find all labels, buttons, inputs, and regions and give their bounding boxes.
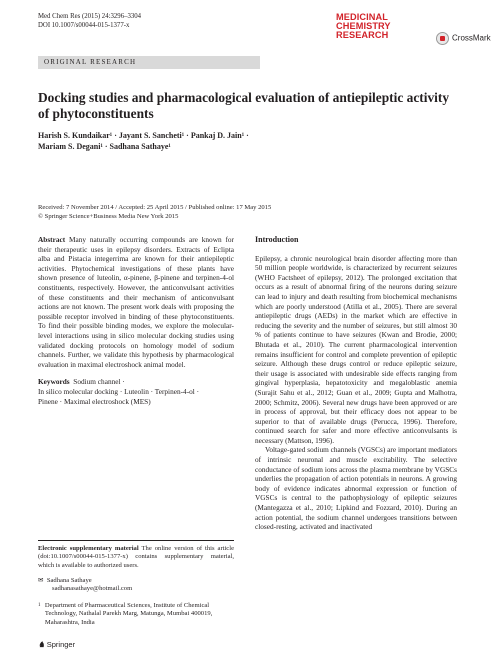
keywords-block [38, 377, 234, 406]
esm-text: The online version of this article (doi:10.1007/s00044-015-1377-x) contains supplementary material, which is available to authorized users. [38, 545, 234, 569]
author-line: Harish S. Kundaikar¹ · Jayant S. Sancheti¹ · Pankaj D. Jain¹ · [38, 131, 249, 140]
abstract-section [38, 235, 234, 406]
introduction-heading: Introduction [255, 235, 299, 244]
journal-citation: Med Chem Res (2015) 24:3296–3304 [38, 13, 142, 20]
correspondence [38, 577, 234, 594]
section-label: ORIGINAL RESEARCH [44, 58, 137, 66]
keywords-line: Pinene · Maximal electroshock (MES) [38, 396, 151, 406]
introduction-section [255, 235, 457, 532]
copyright-line: © Springer Science+Business Media New York 2015 [38, 212, 179, 220]
abstract-text: Many naturally occurring compounds are known for their therapeutic uses in epilepsy disorders. Extracts of Eclipta alba and Pistacia integerrima are known for their antiepileptic activities. Phytochemical investigations of these plants have shown presence of luteolin, α-pinene, β-pinene and terpinen-4-ol constituents, respectively. However, the anticonvulsant activities of these constituents and their mechanism of anticonvulsant actions are not known. The present work deals with proposing the possible receptor involved in binding of these phytoconstituents. To find their possible binding modes, we explore the molecular-level interactions using in silico molecular docking studies using validated docking protocols on homology model of sodium channels. Further, we validate this hypothesis by pharmacological evaluation in maximal electroshock animal model. [38, 235, 234, 369]
crossmark-badge[interactable] [436, 32, 491, 45]
crossmark-label: CrossMark [452, 33, 491, 43]
author-line: Mariam S. Degani¹ · Sadhana Sathaye¹ [38, 142, 171, 151]
affiliation-number: 1 [38, 603, 41, 608]
affiliation [38, 602, 234, 627]
envelope-icon: ✉ [38, 577, 44, 584]
footnote-divider [38, 540, 234, 541]
section-bar [38, 56, 260, 69]
esm-label: Electronic supplementary material [38, 545, 139, 552]
journal-logo [336, 13, 432, 40]
keywords-line: In silico molecular docking · Luteolin · Terpinen-4-ol · [38, 386, 200, 396]
springer-horse-icon: ♞ [38, 640, 45, 649]
springer-wordmark: Springer [46, 640, 76, 649]
keywords-label: Keywords [38, 377, 70, 387]
author-email[interactable]: sadhanasathaye@hotmail.com [52, 585, 133, 593]
dates-line: Received: 7 November 2014 / Accepted: 25 April 2015 / Published online: 17 May 2015 [38, 204, 272, 211]
doi-line: DOI 10.1007/s00044-015-1377-x [38, 22, 130, 29]
intro-paragraph: Epilepsy, a chronic neurological brain disorder affecting more than 50 million people worldwide, is characterized by recurrent seizures (WHO Factsheet of epilepsy, 2012). The prolonged excitation that occurs as a result of abnormal firing of the neurons during seizure can lead to injury and death resulting from biochemical mechanisms which are poorly understood (Atilla et al., 2005). There are several antiepileptic drugs (AEDs) in the market which are effective in reducing the severity and the number of seizures, but still almost 30 % of patients continue to have seizures (Kwan and Brodie, 2000; Bhutada et al., 2010). The current pharmacological intervention remains insufficient for control and complete prevention of epileptic seizure. Although these drugs control or reduce epileptic seizure, their usage is associated with undesirable side effects ranging from gingival hyperplasia, hepatotoxicity and megaloblastic anemia (Surajit Sahu et al., 2012; Guan et al., 2009; Gupta and Malhotra, 2000; Schmitz, 2006). Several new drugs have been approved or are in process of approval, but their efficacy does not appear to be superior to that of available drugs (Perucca, 1996). Therefore, continued search for safer and more effective anticonvulsants is necessary (Mattson, 1996). [255, 253, 457, 445]
crossmark-icon [436, 32, 449, 45]
corresponding-author: Sadhana Sathaye [46, 577, 92, 584]
esm-note [38, 545, 234, 570]
footer-logo [38, 640, 75, 649]
journal-logo-line: MEDICINAL [336, 12, 388, 22]
affiliation-text: Department of Pharmaceutical Sciences, Institute of Chemical Technology, Nathalal Parekh Marg, Matunga, Mumbai 400019, Maharashtra, India [44, 602, 213, 626]
publication-history [38, 204, 458, 221]
abstract-paragraph [38, 235, 234, 369]
intro-paragraph: Voltage-gated sodium channels (VGSCs) are important mediators of intrinsic neuronal and muscle excitability. The selective conductance of sodium ions across the plasma membrane by VGSCs underlies the propagation of action potentials in neurons. A growing body of evidence indicates abnormal expression or function of VGSCs is central to the pathophysiology of epileptic seizures (Mantegazza et al., 2010; Lipkind and Fozzard, 2010). During an action potential, the sodium channel undergoes transitions between closed-resting, activated and inactivated [255, 445, 457, 532]
keywords-line: Sodium channel · [73, 377, 125, 387]
author-list [38, 130, 458, 152]
journal-logo-line: CHEMISTRY [336, 21, 391, 31]
article-title: Docking studies and pharmacological evaluation of antiepileptic activity of phytoconstituents [38, 90, 450, 121]
journal-logo-line: RESEARCH [336, 30, 389, 40]
abstract-label: Abstract [38, 235, 66, 244]
